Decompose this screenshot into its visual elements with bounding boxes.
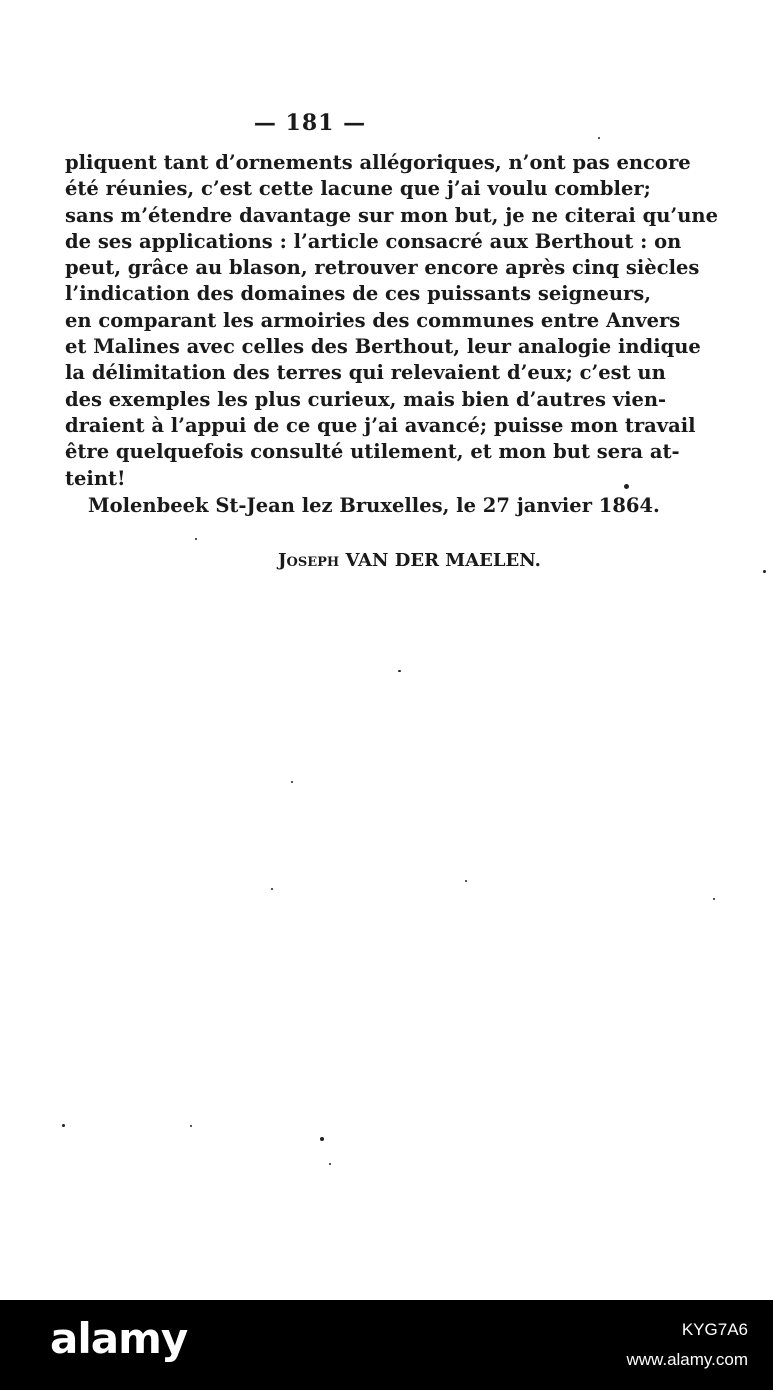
text-line: des exemples les plus curieux, mais bien d’autres vien- bbox=[65, 387, 667, 411]
scan-speck bbox=[763, 570, 766, 573]
text-line: été réunies, c’est cette lacune que j’ai voulu combler; bbox=[65, 177, 651, 201]
text-line: sans m’étendre davantage sur mon but, je ne citerai qu’une bbox=[65, 203, 718, 227]
text-line: teint! bbox=[65, 466, 126, 490]
signature-last-name: VAN DER MAELEN. bbox=[345, 550, 541, 571]
scan-speck bbox=[271, 888, 273, 890]
signature-first-name: Joseph bbox=[278, 550, 340, 571]
text-line: peut, grâce au blason, retrouver encore après cinq siècles bbox=[65, 256, 700, 280]
page-number: — 181 — bbox=[253, 110, 367, 136]
scan-speck bbox=[190, 1125, 192, 1127]
text-line: pliquent tant d’ornements allégoriques, n’ont pas encore bbox=[65, 151, 691, 174]
scan-speck bbox=[195, 538, 197, 540]
text-line: être quelquefois consulté utilement, et mon but sera at- bbox=[65, 440, 680, 464]
place-date-line: Molenbeek St-Jean lez Bruxelles, le 27 janvier 1864. bbox=[88, 494, 660, 517]
alamy-logo: alamy bbox=[50, 1314, 188, 1363]
author-signature bbox=[278, 550, 541, 571]
body-paragraph bbox=[65, 150, 718, 492]
scan-speck bbox=[291, 781, 293, 783]
scan-speck bbox=[329, 1163, 331, 1165]
scan-speck bbox=[62, 1124, 65, 1127]
image-id: KYG7A6 bbox=[681, 1320, 748, 1339]
scan-speck bbox=[598, 137, 600, 139]
scan-speck bbox=[624, 484, 629, 489]
scan-speck bbox=[713, 898, 715, 900]
site-url: www.alamy.com bbox=[626, 1350, 748, 1369]
text-line: la délimitation des terres qui relevaient d’eux; c’est un bbox=[65, 361, 666, 385]
text-line: draient à l’appui de ce que j’ai avancé; puisse mon travail bbox=[65, 413, 696, 437]
scan-speck bbox=[398, 670, 401, 672]
footer-bar bbox=[0, 1300, 773, 1390]
text-line: l’indication des domaines de ces puissants seigneurs, bbox=[65, 282, 652, 306]
text-line: en comparant les armoiries des communes entre Anvers bbox=[65, 308, 681, 332]
text-line: de ses applications : l’article consacré aux Berthout : on bbox=[65, 229, 682, 253]
scan-speck bbox=[320, 1137, 324, 1141]
scan-speck bbox=[465, 880, 467, 882]
text-line: et Malines avec celles des Berthout, leur analogie indique bbox=[65, 335, 701, 359]
